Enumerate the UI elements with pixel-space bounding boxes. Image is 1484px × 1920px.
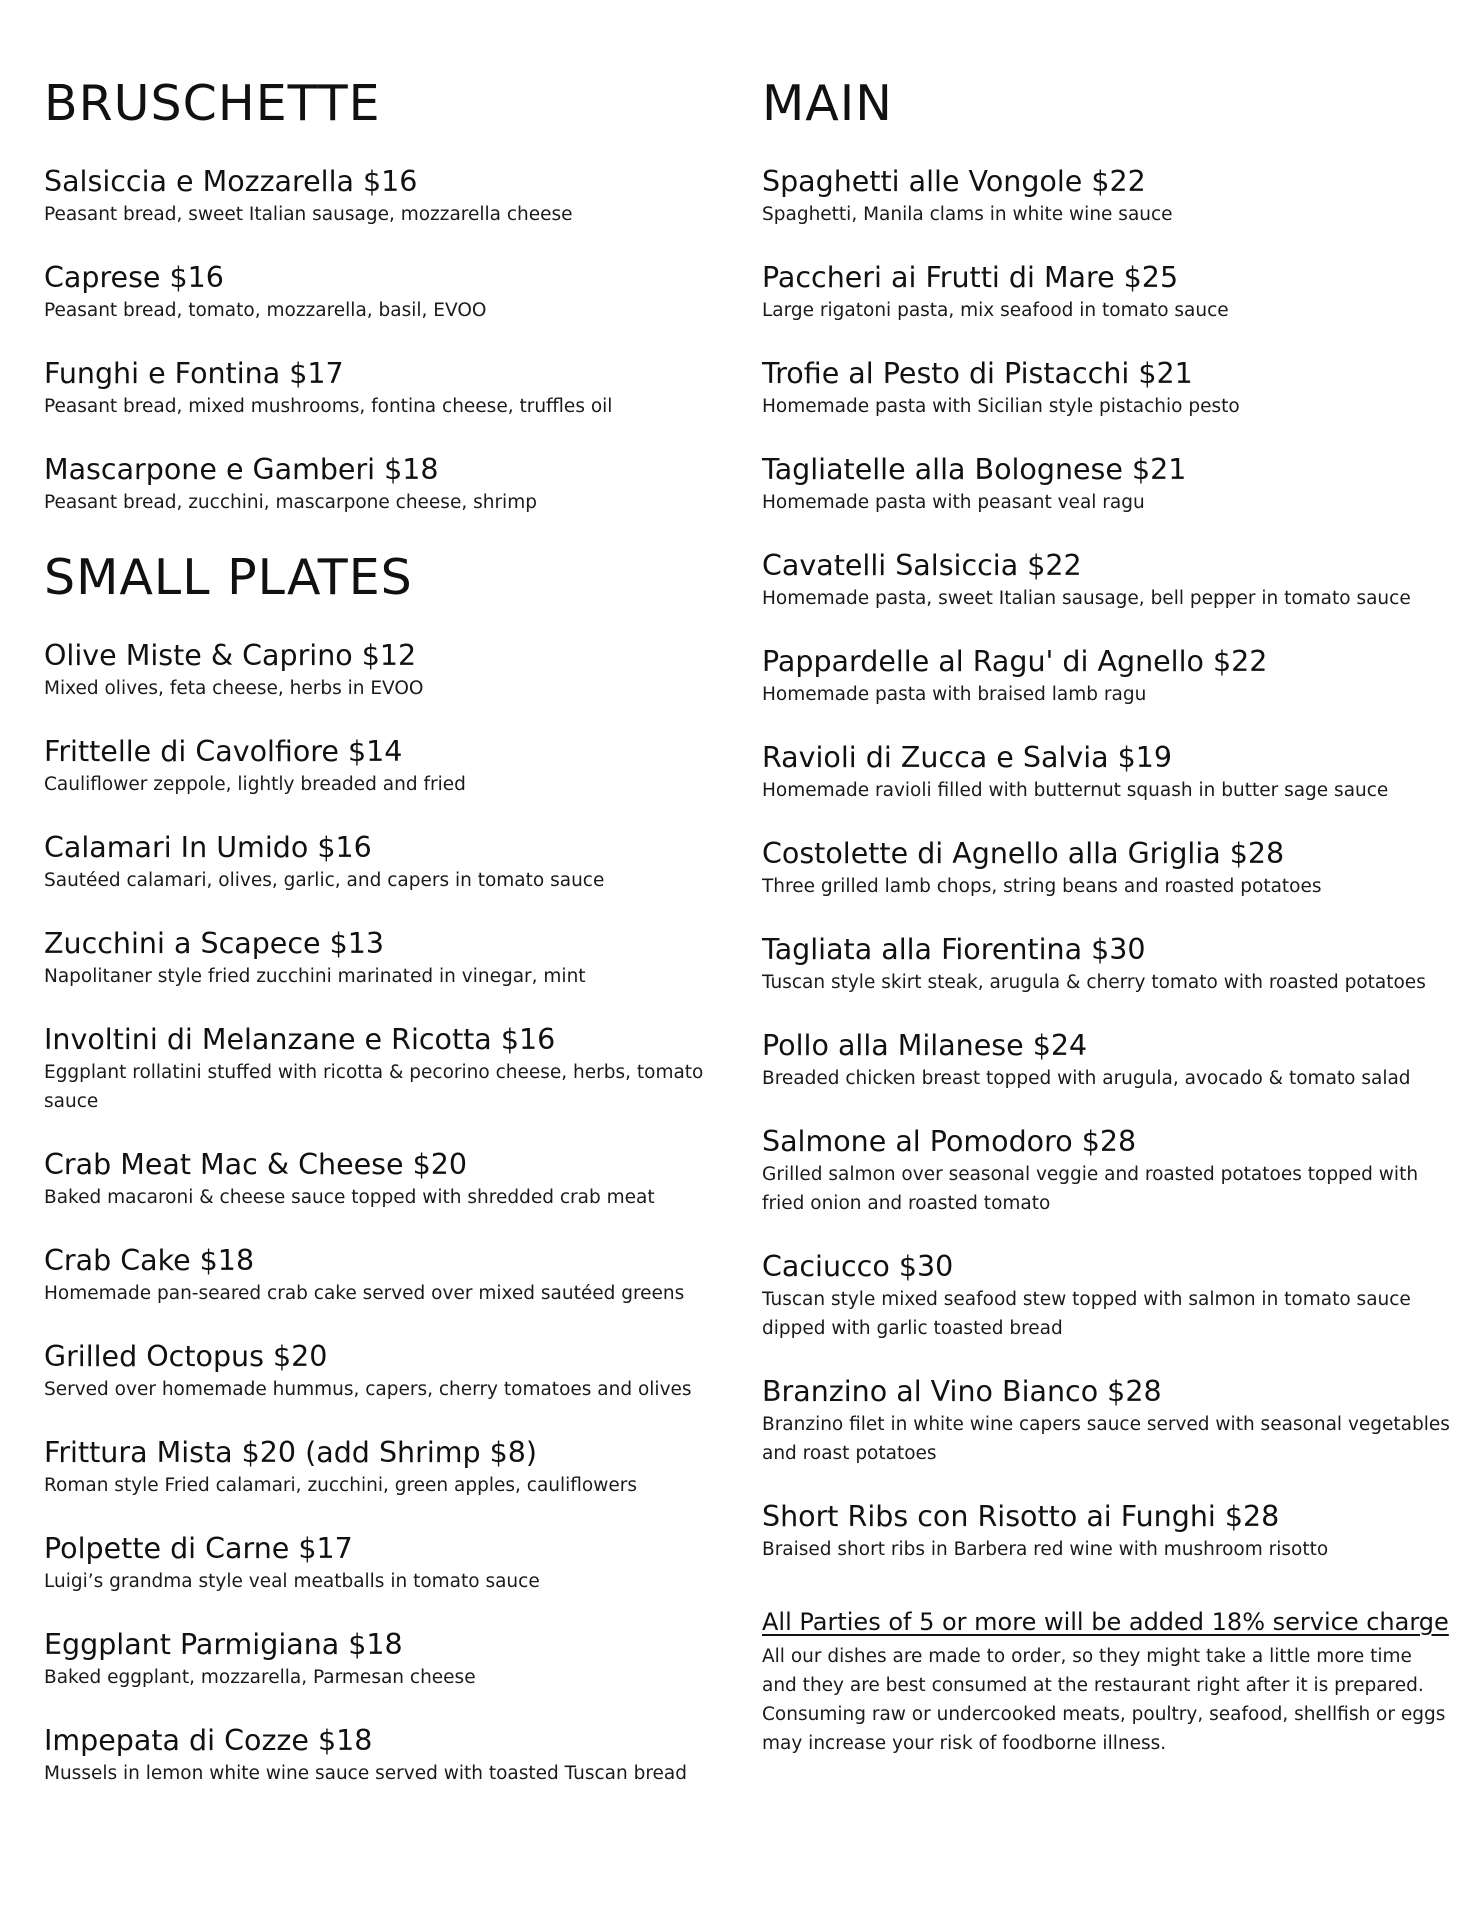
menu-item (762, 1028, 1452, 1093)
menu-item (44, 926, 734, 991)
item-description: Peasant bread, mixed mushrooms, fontina cheese, truffles oil (44, 396, 613, 417)
menu-item (44, 638, 734, 703)
food-safety-disclaimer: All our dishes are made to order, so they might take a little more time and they are best consumed at the restaurant right after it is prepared. Consuming raw or undercooked meats, poultry, seafood, shellfish or eggs may increase your risk of foodborne illness. (762, 1646, 1446, 1754)
item-description: Luigi’s grandma style veal meatballs in tomato sauce (44, 1571, 540, 1592)
item-description: Roman style Fried calamari, zucchini, green apples, cauliflowers (44, 1475, 638, 1496)
item-name: Caciucco $30 (762, 1250, 954, 1283)
item-description: Cauliflower zeppole, lightly breaded and fried (44, 774, 466, 795)
item-description: Three grilled lamb chops, string beans and roasted potatoes (762, 876, 1322, 897)
item-name: Eggplant Parmigiana $18 (44, 1628, 403, 1661)
item-name: Caprese $16 (44, 261, 224, 294)
menu-item (44, 452, 734, 517)
menu-item (762, 644, 1452, 709)
menu-item (762, 1499, 1452, 1564)
menu-item (762, 1374, 1452, 1468)
item-description: Homemade pasta with peasant veal ragu (762, 492, 1145, 513)
item-name: Frittelle di Cavolfiore $14 (44, 735, 403, 768)
item-name: Short Ribs con Risotto ai Funghi $28 (762, 1500, 1280, 1533)
item-name: Funghi e Fontina $17 (44, 357, 344, 390)
item-name: Frittura Mista $20 (add Shrimp $8) (44, 1436, 538, 1469)
item-description: Braised short ribs in Barbera red wine with mushroom risotto (762, 1539, 1329, 1560)
item-description: Peasant bread, zucchini, mascarpone cheese, shrimp (44, 492, 537, 513)
item-description: Homemade pan-seared crab cake served over mixed sautéed greens (44, 1283, 685, 1304)
item-description: Homemade pasta with Sicilian style pistachio pesto (762, 396, 1240, 417)
item-description: Grilled salmon over seasonal veggie and roasted potatoes topped with fried onion and roasted tomato (762, 1164, 1419, 1214)
menu-item (44, 1723, 734, 1788)
small-plates-list (44, 638, 734, 1788)
item-description: Baked eggplant, mozzarella, Parmesan cheese (44, 1667, 476, 1688)
menu-item (762, 1249, 1452, 1343)
item-description: Tuscan style skirt steak, arugula & cherry tomato with roasted potatoes (762, 972, 1426, 993)
menu-item (762, 836, 1452, 901)
item-description: Baked macaroni & cheese sauce topped with shredded crab meat (44, 1187, 655, 1208)
item-name: Mascarpone e Gamberi $18 (44, 453, 439, 486)
item-name: Crab Meat Mac & Cheese $20 (44, 1148, 467, 1181)
item-name: Polpette di Carne $17 (44, 1532, 353, 1565)
item-name: Paccheri ai Frutti di Mare $25 (762, 261, 1179, 294)
item-description: Mixed olives, feta cheese, herbs in EVOO (44, 678, 424, 699)
menu-item (44, 356, 734, 421)
menu-item (44, 830, 734, 895)
service-charge-notice: All Parties of 5 or more will be added 18% service charge (762, 1608, 1449, 1636)
menu-item (44, 164, 734, 229)
item-description: Eggplant rollatini stuffed with ricotta & pecorino cheese, herbs, tomato sauce (44, 1062, 704, 1112)
menu-item (762, 260, 1452, 325)
menu-item (762, 164, 1452, 229)
item-description: Large rigatoni pasta, mix seafood in tomato sauce (762, 300, 1229, 321)
menu-item (44, 1435, 734, 1500)
menu-item (762, 452, 1452, 517)
menu-item (44, 1243, 734, 1308)
item-description: Mussels in lemon white wine sauce served with toasted Tuscan bread (44, 1763, 688, 1784)
left-column (44, 74, 734, 1819)
item-name: Calamari In Umido $16 (44, 831, 372, 864)
item-description: Peasant bread, sweet Italian sausage, mozzarella cheese (44, 204, 573, 225)
menu-item (762, 356, 1452, 421)
item-name: Involtini di Melanzane e Ricotta $16 (44, 1023, 556, 1056)
item-description: Spaghetti, Manila clams in white wine sauce (762, 204, 1173, 225)
main-list (762, 164, 1452, 1564)
small-plates-heading: SMALL PLATES (44, 549, 413, 606)
item-name: Tagliata alla Fiorentina $30 (762, 933, 1146, 966)
item-description: Homemade ravioli filled with butternut squash in butter sage sauce (762, 780, 1389, 801)
item-description: Napolitaner style fried zucchini marinated in vinegar, mint (44, 966, 586, 987)
item-name: Trofie al Pesto di Pistacchi $21 (762, 357, 1193, 390)
item-name: Olive Miste & Caprino $12 (44, 639, 417, 672)
menu-item (44, 1022, 734, 1116)
item-name: Salmone al Pomodoro $28 (762, 1125, 1137, 1158)
menu-item (762, 932, 1452, 997)
menu-item (44, 1339, 734, 1404)
item-description: Homemade pasta with braised lamb ragu (762, 684, 1147, 705)
item-name: Impepata di Cozze $18 (44, 1724, 373, 1757)
item-name: Grilled Octopus $20 (44, 1340, 328, 1373)
item-description: Peasant bread, tomato, mozzarella, basil, EVOO (44, 300, 487, 321)
item-name: Costolette di Agnello alla Griglia $28 (762, 837, 1285, 870)
menu-item (44, 1627, 734, 1692)
item-description: Served over homemade hummus, capers, cherry tomatoes and olives (44, 1379, 692, 1400)
item-description: Sautéed calamari, olives, garlic, and capers in tomato sauce (44, 870, 605, 891)
item-name: Pollo alla Milanese $24 (762, 1029, 1088, 1062)
item-name: Pappardelle al Ragu' di Agnello $22 (762, 645, 1268, 678)
item-description: Homemade pasta, sweet Italian sausage, bell pepper in tomato sauce (762, 588, 1411, 609)
item-name: Cavatelli Salsiccia $22 (762, 549, 1082, 582)
menu-item (762, 1124, 1452, 1218)
item-name: Salsiccia e Mozzarella $16 (44, 165, 418, 198)
menu-item (44, 734, 734, 799)
item-name: Branzino al Vino Bianco $28 (762, 1375, 1162, 1408)
menu-item (44, 260, 734, 325)
menu-item (44, 1147, 734, 1212)
item-name: Spaghetti alle Vongole $22 (762, 165, 1146, 198)
item-name: Zucchini a Scapece $13 (44, 927, 384, 960)
item-description: Breaded chicken breast topped with arugula, avocado & tomato salad (762, 1068, 1411, 1089)
item-name: Ravioli di Zucca e Salvia $19 (762, 741, 1173, 774)
main-heading: MAIN (762, 75, 893, 132)
bruschette-heading: BRUSCHETTE (44, 75, 381, 132)
item-description: Tuscan style mixed seafood stew topped with salmon in tomato sauce dipped with garlic toasted bread (762, 1289, 1411, 1339)
item-description: Branzino filet in white wine capers sauce served with seasonal vegetables and roast potatoes (762, 1414, 1450, 1464)
menu-item (762, 740, 1452, 805)
menu-item (44, 1531, 734, 1596)
item-name: Tagliatelle alla Bolognese $21 (762, 453, 1187, 486)
right-column (762, 74, 1452, 1758)
menu-item (762, 548, 1452, 613)
item-name: Crab Cake $18 (44, 1244, 255, 1277)
bruschette-list (44, 164, 734, 517)
service-notice (762, 1606, 1452, 1758)
